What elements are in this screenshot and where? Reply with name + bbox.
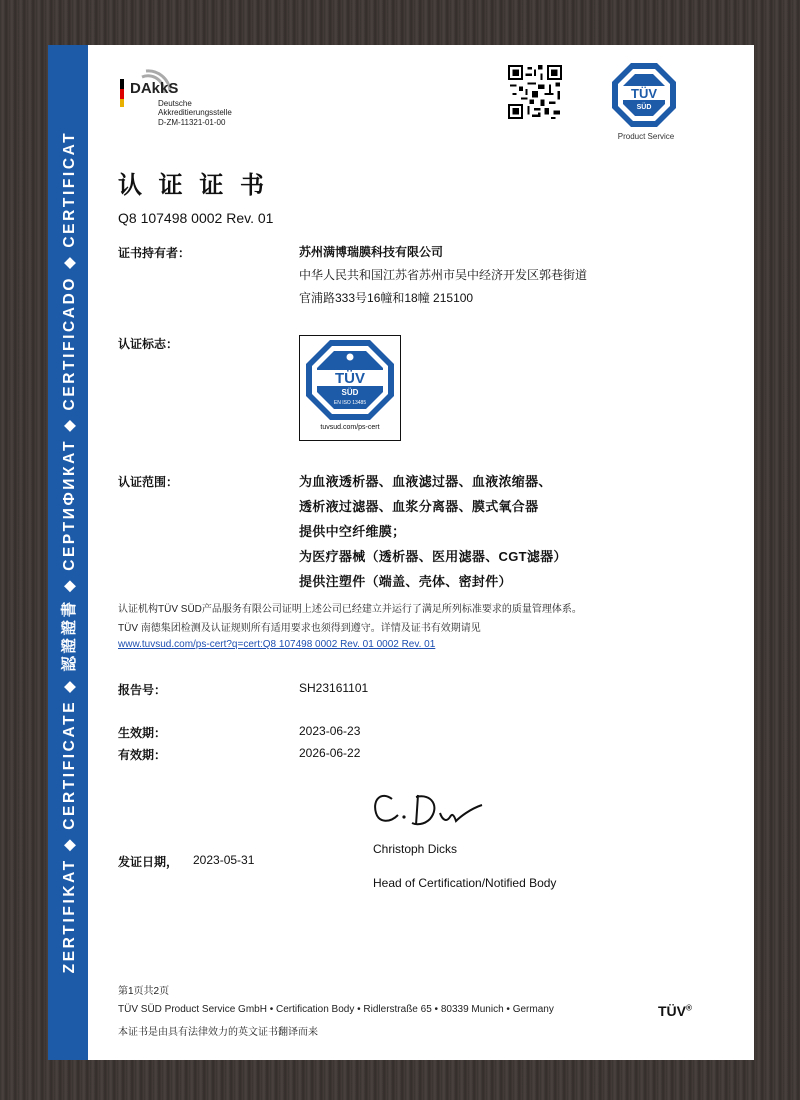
tuv-logo-caption: Product Service <box>617 132 675 141</box>
holder-name: 苏州满博瑞膜科技有限公司 <box>299 245 444 259</box>
footer-address: TÜV SÜD Product Service GmbH • Certification Body • Ridlerstraße 65 • 80339 Munich • Germany <box>118 1004 554 1015</box>
svg-text:SÜD: SÜD <box>341 388 359 397</box>
certificate-title: 认 证 证 书 <box>118 172 270 199</box>
effective-date: 2023-06-23 <box>299 724 361 738</box>
footer-brand-text: TÜV <box>658 1003 686 1019</box>
svg-text:TÜV: TÜV <box>335 370 365 387</box>
footer-note: 本证书是由具有法律效力的英文证书翻译而来 <box>118 1027 318 1038</box>
dakks-org-2: Akkreditierungsstelle <box>158 108 232 117</box>
scope-line: 提供中空纤维膜； <box>299 524 406 539</box>
effective-label: 生效期： <box>118 726 167 740</box>
svg-text:EN ISO 13485: EN ISO 13485 <box>333 400 367 406</box>
scope-line: 为医疗器械（透析器、医用滤器、CGT滤器） <box>299 549 567 564</box>
signature-icon <box>370 785 490 835</box>
scope-line: 提供注塑件（端盖、壳体、密封件） <box>299 574 512 589</box>
scope-label: 认证范围： <box>118 475 179 489</box>
scope-line: 透析液过滤器、血浆分离器、膜式氧合器 <box>299 499 539 514</box>
side-band <box>48 45 88 1060</box>
scope-line: 为血液透析器、血液滤过器、血液浓缩器、 <box>299 474 552 489</box>
signer-role: Head of Certification/Notified Body <box>373 876 557 890</box>
mark-label: 认证标志： <box>118 337 179 351</box>
certificate-number: Q8 107498 0002 Rev. 01 <box>118 210 274 226</box>
dakks-reg: D-ZM-11321-01-00 <box>158 118 226 127</box>
valid-until-label: 有效期： <box>118 748 167 762</box>
report-number: SH23161101 <box>299 681 369 695</box>
holder-address-1: 中华人民共和国江苏省苏州市吴中经济开发区郭巷街道 <box>299 268 588 282</box>
certificate-link[interactable]: www.tuvsud.com/ps-cert?q=cert:Q8 107498 0002 Rev. 01 0002 Rev. 01 <box>118 639 436 650</box>
holder-label: 证书持有者： <box>118 246 191 260</box>
statement-line-2: TÜV 南德集团检测及认证规则所有适用要求也须得到遵守。详情及证书有效期请见 <box>118 623 481 634</box>
svg-text:SÜD: SÜD <box>636 104 652 111</box>
tuv-sud-logo <box>611 62 681 152</box>
report-label: 报告号： <box>118 683 167 697</box>
statement-line-1: 认证机构TÜV SÜD产品服务有限公司证明上述公司已经建立并运行了满足所列标准要求的质量管理体系。 <box>118 604 582 615</box>
qr-code <box>508 65 562 119</box>
side-band-text: ZERTIFIKAT ◆ CERTIFICATE ◆ 認證證書 ◆ СЕРТИФИКАТ ◆ CERTIFICADO ◆ CERTIFICAT <box>61 130 78 974</box>
dakks-logo <box>118 65 268 135</box>
svg-text:TÜV: TÜV <box>631 86 657 101</box>
tuv-octagon-icon <box>611 62 677 128</box>
certification-mark-icon <box>300 336 400 424</box>
footer-tuv-brand <box>658 1003 692 1019</box>
certificate-page <box>48 45 754 1060</box>
page-number: 第1页共2页 <box>118 986 170 997</box>
issue-label: 发证日期， <box>118 855 179 869</box>
dakks-name: DAkkS <box>130 80 179 97</box>
signer-name: Christoph Dicks <box>373 842 458 856</box>
certification-mark <box>299 335 401 441</box>
holder-address-2: 官浦路333号16幢和18幢 215100 <box>299 291 474 305</box>
issue-date: 2023-05-31 <box>193 853 255 867</box>
certification-mark-url: tuvsud.com/ps-cert <box>320 424 380 431</box>
dakks-org-1: Deutsche <box>158 99 192 108</box>
footer-brand-reg: ® <box>686 1003 692 1013</box>
valid-until-date: 2026-06-22 <box>299 746 361 760</box>
